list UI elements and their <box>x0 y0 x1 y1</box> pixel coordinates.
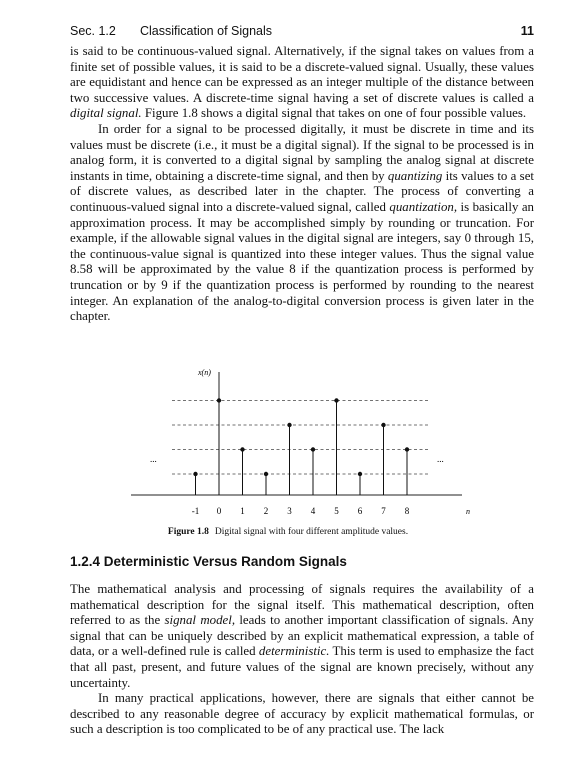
term-quantization: quantization, <box>389 199 458 214</box>
figure-caption <box>0 527 576 537</box>
figure-label: Figure 1.8 <box>167 527 209 537</box>
sample-point <box>217 398 221 402</box>
term-quantizing: quantizing <box>387 168 443 183</box>
page-number: 11 <box>520 24 534 38</box>
term-signal-model: signal model, <box>164 613 236 628</box>
x-tick-label: 4 <box>310 506 316 516</box>
paragraph-1: is said to be continuous-valued signal. Alternatively, if the signal takes on values from a finite set of possible values, it is said to be a discrete-valued signal. Usually, these values are equidistant and hence can be expressed as an integer multiple of the distance between two successive values. A discrete-time signal having a set of discrete values is called a digital signal. Figure 1.8 shows a digital signal that takes on one of four possible values. <box>70 44 534 121</box>
sample-point <box>405 447 409 451</box>
grid-lines <box>172 401 428 475</box>
x-tick-label: -1 <box>191 506 200 516</box>
paragraph-4: In many practical applications, however, there are signals that either cannot be described to any reasonable degree of accuracy by explicit mathematical formulas, or such a description is too complicated to be of any practical use. The lack <box>70 691 534 737</box>
y-axis-label: x(n) <box>198 368 211 377</box>
x-axis-label: n <box>466 507 470 516</box>
figure-caption-text: Digital signal with four different amplitude values. <box>214 527 409 537</box>
x-tick-label: 8 <box>404 506 410 516</box>
header-section-number: Sec. 1.2 <box>70 24 116 38</box>
sample-point <box>334 398 338 402</box>
paragraph-2: In order for a signal to be processed digitally, it must be discrete in time and its values must be discrete (i.e., it must be a digital signal). If the signal to be processed is in analog form, it is converted to a digital signal by sampling the analog signal at discrete instants in time, obtaining a discrete-time signal, and then by quantizing its values to a set of discrete values, as described later in the chapter. The process of converting a continuous-valued signal into a discrete-valued signal, called quantization, is basically an approximation process. It may be accomplished simply by rounding or truncation. For example, if the allowable signal values in the digital signal are integers, say 0 through 15, the continuous-value signal is quantized into these integer values. Thus the signal value 8.58 will be approximated by the value 8 if the quantization process is performed by truncation or by 9 if the quantization process is performed by rounding to the nearest integer. An explanation of the analog-to-digital conversion process is given later in the chapter. <box>70 121 534 324</box>
paragraph-3: The mathematical analysis and processing of signals requires the availability of a mathematical description for the signal itself. This mathematical description, often referred to as the signal model, leads to another important classification of signals. Any signal that can be uniquely described by an explicit mathematical expression, a table of data, or a well-defined rule is called deterministic. This term is used to emphasize the fact that all past, present, and future values of the signal are known precisely, without any uncertainty. <box>70 582 535 690</box>
tick-labels <box>192 506 410 516</box>
x-tick-label: 2 <box>263 506 269 516</box>
right-ellipsis: ... <box>437 454 444 464</box>
sample-point <box>264 472 268 476</box>
header-section-title: Classification of Signals <box>140 24 273 38</box>
term-deterministic: deterministic. <box>258 644 330 659</box>
x-tick-label: 7 <box>381 506 386 516</box>
body-text-top <box>70 44 534 325</box>
x-tick-label: 5 <box>334 506 339 516</box>
x-tick-label: 6 <box>357 506 363 516</box>
body-text-bottom <box>70 582 534 738</box>
x-tick-label: 1 <box>240 506 245 516</box>
sample-point <box>193 472 197 476</box>
sample-point <box>311 447 315 451</box>
section-heading: 1.2.4 Deterministic Versus Random Signals <box>70 554 347 569</box>
running-header <box>70 24 534 42</box>
term-digital-signal: digital signal. <box>70 106 142 121</box>
sample-point <box>240 447 244 451</box>
stem-plot <box>0 362 576 527</box>
x-tick-label: 3 <box>287 506 292 516</box>
sample-point <box>287 423 291 427</box>
left-ellipsis: ... <box>150 454 157 464</box>
figure-1-8 <box>0 362 576 547</box>
sample-point <box>381 423 385 427</box>
stems <box>193 398 409 495</box>
sample-point <box>358 472 362 476</box>
x-tick-label: 0 <box>216 506 222 516</box>
